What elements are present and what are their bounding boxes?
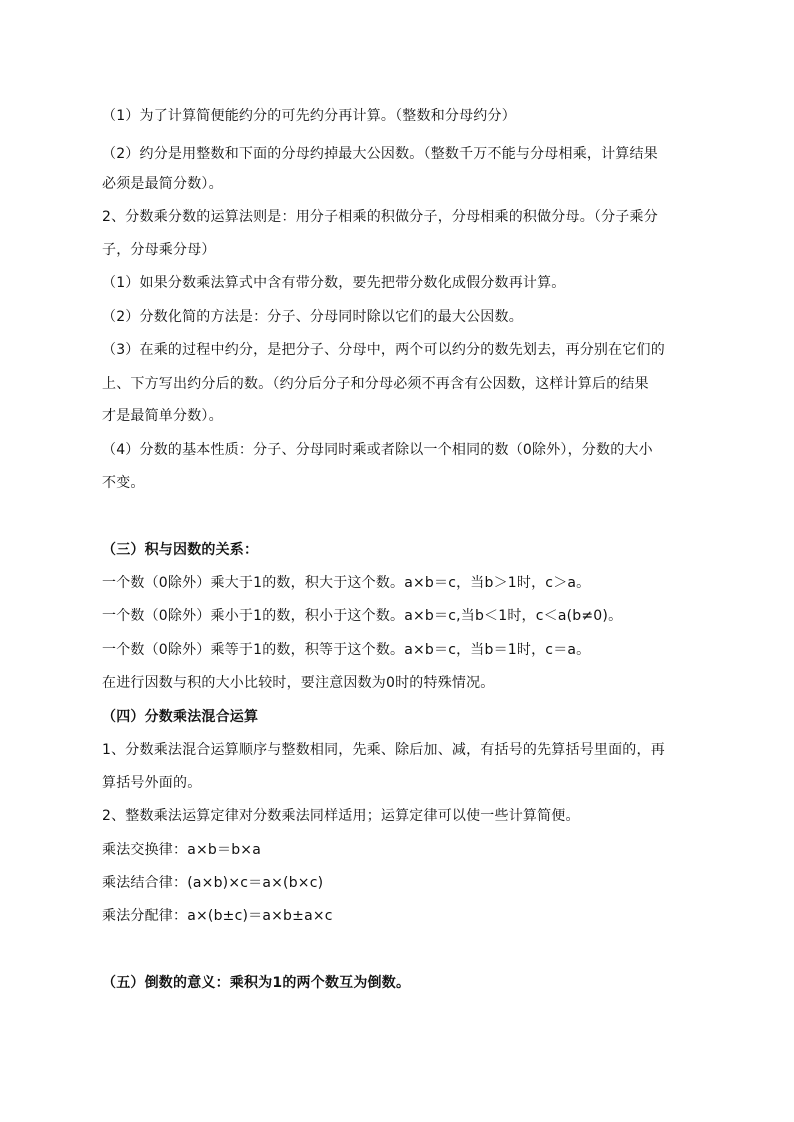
text-line-cross-reduce: （3）在乘的过程中约分，是把分子、分母中，两个可以约分的数先划去，再分别在它们的 (102, 342, 665, 358)
text-line-zero-note: 在进行因数与积的大小比较时，要注意因数为0时的特殊情况。 (102, 675, 495, 691)
text-line-mixed-number: （1）如果分数乘法算式中含有带分数，要先把带分数化成假分数再计算。 (102, 275, 566, 291)
text-line-operation-order-cont: 算括号外面的。 (102, 775, 202, 791)
text-line-simplify-method: （2）分数化简的方法是：分子、分母同时除以它们的最大公因数。 (102, 309, 523, 325)
text-line-equal-one: 一个数（0除外）乘等于1的数，积等于这个数。a×b＝c，当b＝1时，c＝a。 (102, 642, 591, 658)
text-line-distributive-law: 乘法分配律：a×(b±c)＝a×b±a×c (102, 908, 333, 924)
text-line-associative-law: 乘法结合律：(a×b)×c＝a×(b×c) (102, 875, 324, 891)
text-line-cross-reduce-end: 才是最简单分数）。 (102, 408, 223, 424)
text-line-less-than-one: 一个数（0除外）乘小于1的数，积小于这个数。a×b＝c,当b＜1时，c＜a(b≠0)。 (102, 608, 623, 624)
text-line-operation-order: 1、分数乘法混合运算顺序与整数相同，先乘、除后加、减，有括号的先算括号里面的，再 (102, 742, 665, 758)
section-heading-reciprocal: （五）倒数的意义：乘积为1的两个数互为倒数。 (102, 975, 411, 991)
text-line-simplify-first: （1）为了计算简便能约分的可先约分再计算。（整数和分母约分） (102, 108, 516, 124)
text-line-reduce-rule-cont: 必须是最简分数）。 (102, 176, 223, 192)
section-heading-product-factor: （三）积与因数的关系： (102, 542, 259, 558)
text-line-laws-apply: 2、整数乘法运算定律对分数乘法同样适用；运算定律可以使一些计算简便。 (102, 808, 580, 824)
text-line-basic-property-cont: 不变。 (102, 475, 145, 491)
text-line-basic-property: （4）分数的基本性质：分子、分母同时乘或者除以一个相同的数（0除外），分数的大小 (102, 442, 653, 458)
text-line-reduce-rule: （2）约分是用整数和下面的分母约掉最大公因数。（整数千万不能与分母相乘，计算结果 (102, 146, 658, 162)
text-line-commutative-law: 乘法交换律：a×b＝b×a (102, 842, 261, 858)
section-heading-mixed-operations: （四）分数乘法混合运算 (102, 709, 259, 725)
text-line-cross-reduce-cont: 上、下方写出约分后的数。（约分后分子和分母必须不再含有公因数，这样计算后的结果 (102, 376, 649, 392)
text-line-greater-than-one: 一个数（0除外）乘大于1的数，积大于这个数。a×b＝c，当b＞1时，c＞a。 (102, 575, 591, 591)
text-line-fraction-times-fraction-cont: 子，分母乘分母） (102, 242, 216, 258)
text-line-fraction-times-fraction: 2、分数乘分数的运算法则是：用分子相乘的积做分子，分母相乘的积做分母。（分子乘分 (102, 209, 658, 225)
